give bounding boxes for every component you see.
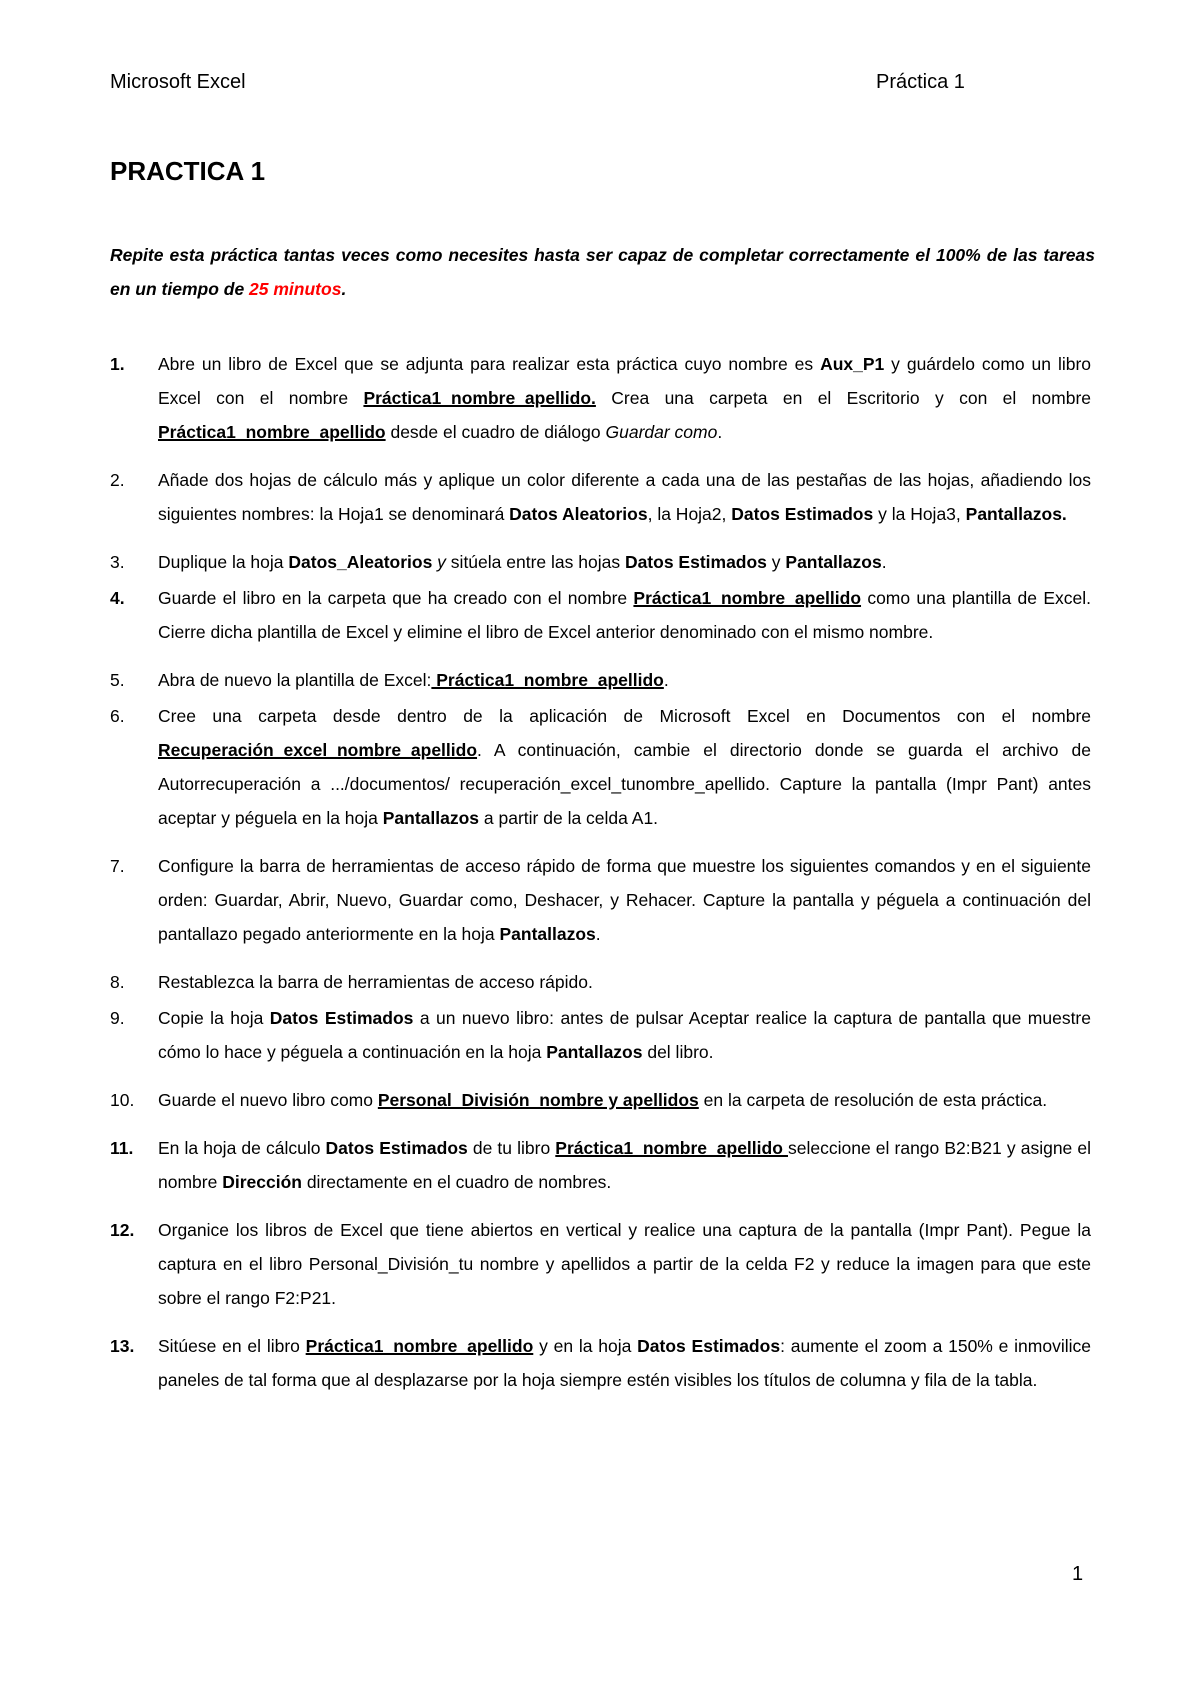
task-filename: Práctica1_nombre_apellido: [633, 588, 862, 608]
task-text-segment: : aumente el zoom a 150% e inmovilice paneles de tal forma que al desplazarse por la hoja siempre estén visibles los títulos de columna y fila de la tabla.: [158, 1336, 1091, 1390]
task-text-segment: . A continuación, cambie el directorio donde se guarda el archivo de Autorrecuperación a .../documentos/ recuperación_excel_tunombre_apellido. Capture la pantalla (Impr Pant) antes aceptar y péguela en la hoja: [158, 740, 1091, 828]
task-text: [158, 463, 1091, 531]
task-text: [158, 663, 1091, 697]
task-item: [0, 663, 1200, 697]
task-item: [0, 347, 1200, 449]
task-text-segment: y: [432, 552, 446, 572]
task-text-segment: Configure la barra de herramientas de acceso rápido de forma que muestre los siguientes comandos y en el siguiente orden: Guardar, Abrir, Nuevo, Guardar como, Deshacer, y Rehacer. Capture la pantalla y péguela a continuación del pantallazo pegado anteriormente en la hoja: [158, 856, 1091, 944]
task-item: [0, 581, 1200, 649]
task-text-segment: .: [663, 670, 669, 690]
task-item: [0, 965, 1200, 999]
task-number: 5.: [110, 670, 125, 690]
task-text-segment: seleccione el rango B2:B21 y asigne el nombre: [158, 1138, 1091, 1192]
task-number: 7.: [110, 856, 125, 876]
task-text: [158, 1083, 1091, 1117]
task-text-segment: Restablezca la barra de herramientas de acceso rápido.: [158, 972, 593, 992]
task-number: 3.: [110, 552, 125, 572]
task-text-segment: y guárdelo como un libro Excel con el nombre: [158, 354, 1092, 408]
task-item: [0, 1083, 1200, 1117]
intro-paragraph: [110, 238, 1095, 306]
task-text-segment: Datos Aleatorios: [509, 504, 648, 524]
task-text-segment: Pantallazos: [546, 1042, 643, 1062]
task-number: 10.: [110, 1090, 135, 1110]
task-number: 9.: [110, 1008, 125, 1028]
task-text-segment: a un nuevo libro: antes de pulsar Aceptar realice la captura de pantalla que muestre cómo lo hace y péguela a continuación en la hoja: [158, 1008, 1091, 1062]
task-filename: Práctica1_nombre_apellido: [431, 670, 664, 690]
task-filename: Práctica1_nombre_apellido: [555, 1138, 788, 1158]
task-text-segment: Datos Estimados: [269, 1008, 414, 1028]
task-text-segment: Duplique la hoja: [158, 552, 289, 572]
task-text: [158, 1131, 1091, 1199]
task-item: [0, 1329, 1200, 1397]
task-text: [158, 1001, 1091, 1069]
task-text-segment: .: [717, 422, 723, 442]
task-text-segment: Pantallazos: [499, 924, 596, 944]
task-text-segment: desde el cuadro de diálogo: [385, 422, 606, 442]
task-filename: Práctica1_nombre_apellido.: [363, 388, 596, 408]
task-text-segment: Pantallazos.: [965, 504, 1067, 524]
task-text-segment: Aux_P1: [820, 354, 885, 374]
task-item: [0, 463, 1200, 531]
task-filename: Práctica1_nombre_apellido: [158, 422, 386, 442]
task-item: [0, 1131, 1200, 1199]
task-text-segment: Pantallazos: [382, 808, 480, 828]
task-item: [0, 1213, 1200, 1315]
task-text-segment: Datos Estimados: [731, 504, 874, 524]
task-text-segment: de tu libro: [467, 1138, 556, 1158]
task-text: [158, 849, 1091, 951]
task-text-segment: Sitúese en el libro: [158, 1336, 306, 1356]
task-filename: Recuperación_excel_nombre_apellido: [158, 740, 478, 760]
task-text-segment: y: [766, 552, 786, 572]
task-text: [158, 1213, 1091, 1315]
task-number: 13.: [110, 1336, 135, 1356]
task-filename: Personal_División_nombre y apellidos: [377, 1090, 699, 1110]
task-text-segment: Abra de nuevo la plantilla de Excel:: [158, 670, 432, 690]
task-text-segment: Dirección: [222, 1172, 302, 1192]
task-text: [158, 699, 1091, 835]
header-left: Microsoft Excel: [110, 71, 246, 93]
task-text: [158, 581, 1091, 649]
task-number: 8.: [110, 972, 125, 992]
task-text-segment: , la Hoja2,: [647, 504, 732, 524]
header-right: Práctica 1: [876, 71, 965, 93]
task-item: [0, 1001, 1200, 1069]
task-text-segment: y en la hoja: [533, 1336, 638, 1356]
task-text-segment: Datos Estimados: [637, 1336, 781, 1356]
task-number: 2.: [110, 470, 125, 490]
task-text-segment: .: [881, 552, 887, 572]
intro-time-highlight: 25 minutos: [249, 279, 342, 299]
task-text-segment: Crea una carpeta en el Escritorio y con el nombre: [595, 388, 1091, 408]
task-text-segment: Guarde el nuevo libro como: [158, 1090, 378, 1110]
task-text-segment: Organice los libros de Excel que tiene abiertos en vertical y realice una captura de la pantalla (Impr Pant). Pegue la captura en el libro Personal_División_tu nombre y apellidos a partir de la celda F2 y reduce la imagen para que este sobre el rango F2:P21.: [158, 1220, 1091, 1308]
task-text-segment: Cree una carpeta desde dentro de la aplicación de Microsoft Excel en Documentos con el nombre: [158, 706, 1091, 726]
task-text-segment: En la hoja de cálculo: [158, 1138, 326, 1158]
task-text-segment: a partir de la celda A1.: [479, 808, 659, 828]
task-text-segment: Pantallazos: [785, 552, 882, 572]
task-text: [158, 1329, 1091, 1397]
task-item: [0, 699, 1200, 835]
page-title: PRACTICA 1: [110, 156, 266, 186]
task-text-segment: Guarde el libro en la carpeta que ha creado con el nombre: [158, 588, 634, 608]
page-number: 1: [1072, 1563, 1084, 1585]
task-text-segment: Guardar como: [605, 422, 718, 442]
task-text-segment: Copie la hoja: [158, 1008, 270, 1028]
task-number: 4.: [110, 588, 125, 608]
intro-text-after: .: [341, 279, 347, 299]
task-number: 12.: [110, 1220, 135, 1240]
task-text-segment: .: [595, 924, 601, 944]
task-text-segment: Añade dos hojas de cálculo más y aplique un color diferente a cada una de las pestañas de las hojas, añadiendo los siguientes nombres: la Hoja1 se denominará: [158, 470, 1091, 524]
task-text-segment: y la Hoja3,: [873, 504, 966, 524]
task-list: [0, 347, 1200, 1397]
task-number: 11.: [110, 1138, 134, 1158]
task-number: 1.: [110, 354, 125, 374]
task-text: [158, 545, 1091, 579]
task-text-segment: sitúela entre las hojas: [445, 552, 625, 572]
task-text-segment: Datos Estimados: [624, 552, 767, 572]
task-item: [0, 849, 1200, 951]
task-number: 6.: [110, 706, 125, 726]
task-text-segment: directamente en el cuadro de nombres.: [301, 1172, 612, 1192]
task-text: [158, 965, 1091, 999]
task-text-segment: como una plantilla de Excel. Cierre dicha plantilla de Excel y elimine el libro de Excel anterior denominado con el mismo nombre.: [158, 588, 1091, 642]
task-filename: Práctica1_nombre_apellido: [305, 1336, 534, 1356]
task-item: [0, 545, 1200, 579]
task-text-segment: en la carpeta de resolución de esta práctica.: [698, 1090, 1048, 1110]
task-text-segment: del libro.: [642, 1042, 714, 1062]
task-text-segment: Datos_Aleatorios: [288, 552, 433, 572]
task-text-segment: Abre un libro de Excel que se adjunta para realizar esta práctica cuyo nombre es: [158, 354, 821, 374]
task-text-segment: Datos Estimados: [325, 1138, 468, 1158]
intro-text-before: Repite esta práctica tantas veces como necesites hasta ser capaz de completar correctamente el 100% de las tareas en un tiempo de: [110, 245, 1095, 299]
task-text: [158, 347, 1091, 449]
